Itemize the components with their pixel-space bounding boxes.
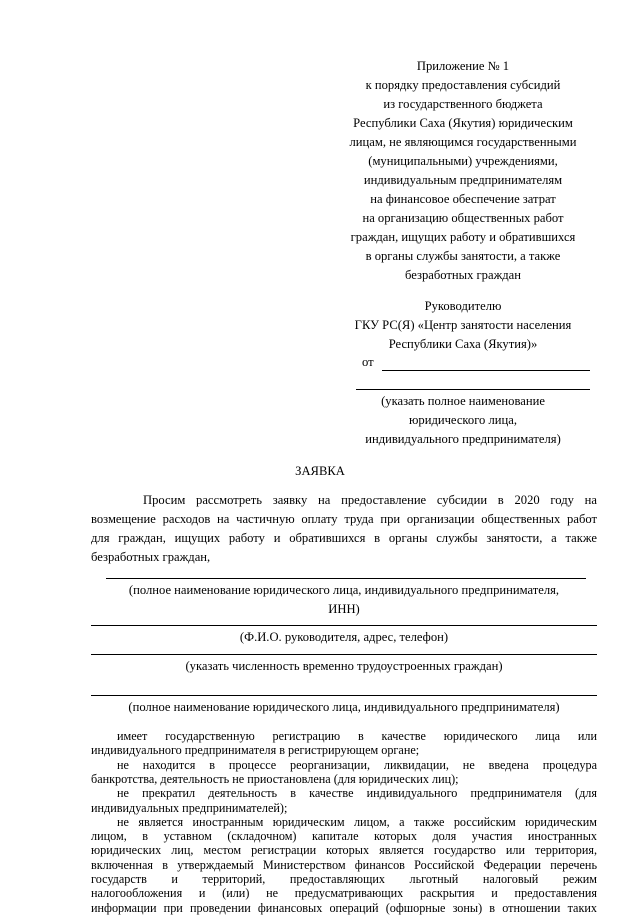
condition-line: налогообложения и (или) не предусматривающих раскрытия и предоставления [91, 886, 597, 901]
condition-line: лицом, в уставном (складочном) капитале которых доля участия иностранных [91, 829, 597, 844]
annex-line: безработных граждан [404, 268, 522, 282]
condition-line: информации при проведении финансовых операций (офшорные зоны) в отношении таких [91, 900, 597, 915]
addressee-line: Республики Саха (Якутия)» [388, 337, 538, 351]
organization-2-input-line[interactable] [91, 695, 597, 696]
addressee-hint: индивидуального предпринимателя) [365, 432, 561, 446]
intro-line: возмещение расходов на частичную оплату труда при организации общественных работ [91, 512, 597, 526]
from-input-line[interactable] [382, 370, 590, 371]
addressee-hint: юридического лица, [409, 413, 517, 427]
field-hint: (указать численность временно трудоустроенных граждан) [185, 659, 503, 673]
annex-line: Республики Саха (Якутия) юридическим [353, 116, 573, 130]
annex-line: Приложение № 1 [416, 59, 510, 73]
document-title: ЗАЯВКА [295, 464, 345, 478]
annex-line: граждан, ищущих работу и обратившихся [350, 230, 576, 244]
organization-input-line[interactable] [106, 578, 586, 579]
from-label: от [362, 355, 374, 369]
intro-line: безработных граждан, [91, 550, 211, 564]
director-input-line[interactable] [91, 625, 597, 626]
annex-line: в органы службы занятости, а также [365, 249, 561, 263]
intro-line: для граждан, ищущих работу и обратившихся в органы службы занятости, а также [91, 531, 597, 545]
annex-line: к порядку предоставления субсидий [365, 78, 561, 92]
condition-line: юридических лиц, местом регистрации которых является государство или территория, [91, 843, 597, 858]
condition-line: индивидуального предпринимателя в регистрирующем органе; [91, 743, 420, 758]
annex-line: индивидуальным предпринимателям [363, 173, 563, 187]
field-hint: (полное наименование юридического лица, индивидуального предпринимателя, [128, 583, 560, 597]
addressee-line: ГКУ РС(Я) «Центр занятости населения [354, 318, 572, 332]
field-hint: (полное наименование юридического лица, индивидуального предпринимателя) [128, 700, 560, 714]
condition-line: не находится в процессе реорганизации, ликвидации, не введена процедура [117, 757, 597, 772]
condition-line: банкротства, деятельность не приостановлена (для юридических лиц); [91, 771, 459, 786]
field-hint: ИНН) [328, 602, 360, 616]
condition-line: имеет государственную регистрацию в качестве юридического лица или [117, 729, 597, 743]
field-hint: (Ф.И.О. руководителя, адрес, телефон) [239, 630, 449, 644]
annex-line: на финансовое обеспечение затрат [370, 192, 556, 206]
condition-line: не является иностранным юридическим лицом, а также российским юридическим [117, 814, 597, 829]
condition-line: индивидуальных предпринимателей); [91, 800, 288, 815]
intro-line: Просим рассмотреть заявку на предоставление субсидии в 2020 году на [143, 493, 597, 507]
annex-line: лицам, не являющимся государственными [349, 135, 577, 149]
addressee-hint: (указать полное наименование [381, 394, 545, 408]
annex-line: из государственного бюджета [383, 97, 543, 111]
condition-line: государств и территорий, предоставляющих льготный налоговый режим [91, 872, 597, 886]
addressee-line: Руководителю [424, 299, 502, 313]
condition-line: не прекратил деятельность в качестве индивидуального предпринимателя (для [117, 786, 597, 801]
condition-line: включенная в утверждаемый Министерством финансов Российской Федерации перечень [91, 857, 597, 872]
employees-input-line[interactable] [91, 654, 597, 655]
annex-line: (муниципальными) учреждениями, [368, 154, 558, 168]
from-input-line-2[interactable] [356, 389, 590, 390]
annex-line: на организацию общественных работ [362, 211, 564, 225]
